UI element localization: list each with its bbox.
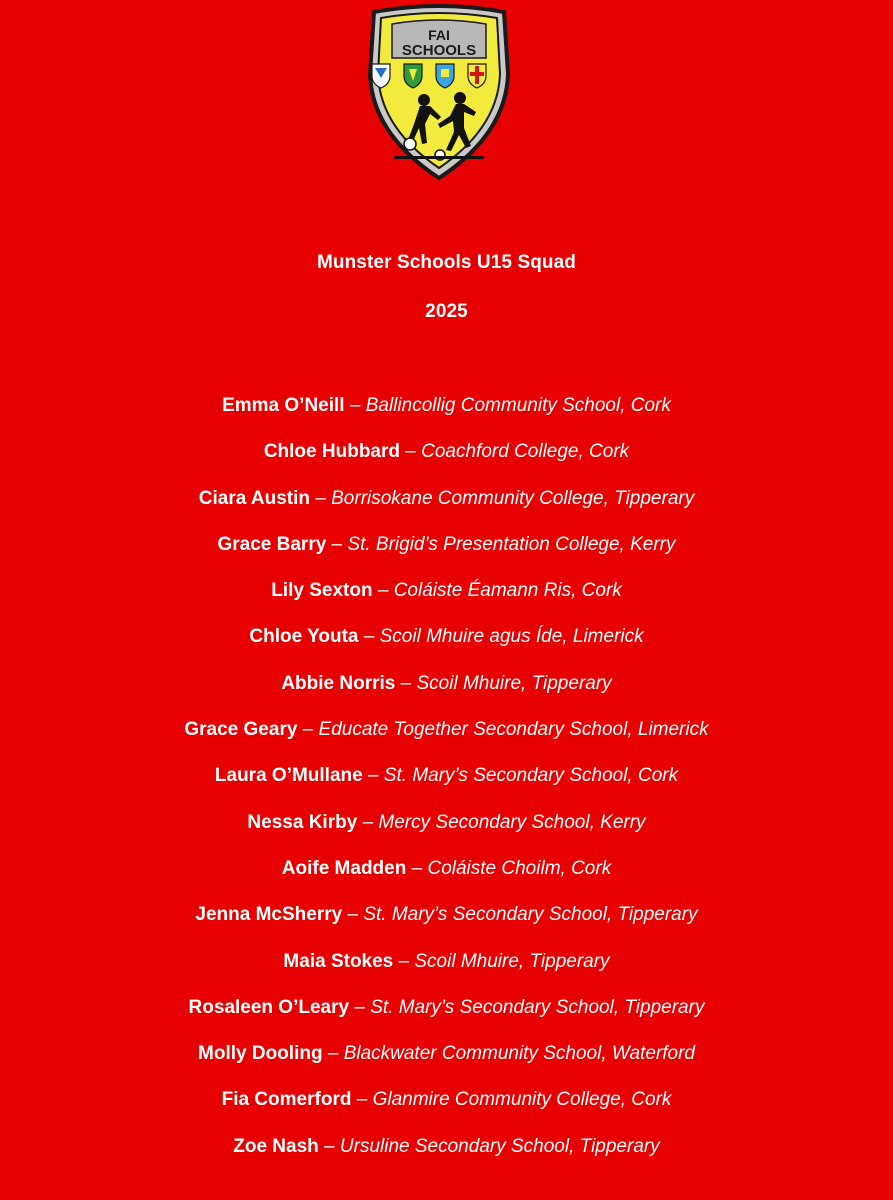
- logo-line2: SCHOOLS: [401, 42, 477, 59]
- player-school: Glanmire Community College, Cork: [372, 1089, 672, 1111]
- player-name: Maia Stokes: [283, 950, 394, 972]
- player-name: Grace Barry: [217, 533, 327, 555]
- player-school: Educate Together Secondary School, Limerick: [318, 719, 709, 741]
- player-name: Grace Geary: [184, 719, 298, 741]
- list-item: [0, 1088, 893, 1134]
- separator-dash: –: [358, 626, 380, 648]
- separator-dash: –: [349, 996, 371, 1018]
- list-item: [0, 903, 893, 949]
- list-item: [0, 394, 893, 440]
- list-item: [0, 857, 893, 903]
- player-school: St. Brigid’s Presentation College, Kerry: [347, 533, 676, 555]
- separator-dash: –: [297, 719, 319, 741]
- list-item: [0, 533, 893, 579]
- player-name: Lily Sexton: [271, 580, 373, 602]
- player-name: Nessa Kirby: [247, 811, 358, 833]
- separator-dash: –: [310, 487, 332, 509]
- player-name: Chloe Youta: [249, 626, 359, 648]
- list-item: [0, 672, 893, 718]
- player-school: Mercy Secondary School, Kerry: [378, 811, 646, 833]
- list-item: [0, 579, 893, 625]
- page-title: Munster Schools U15 Squad: [316, 252, 577, 273]
- list-item: [0, 625, 893, 671]
- separator-dash: –: [326, 533, 348, 555]
- list-item: [0, 1135, 893, 1181]
- separator-dash: –: [351, 1089, 373, 1111]
- separator-dash: –: [372, 580, 394, 602]
- player-name: Zoe Nash: [233, 1135, 319, 1157]
- player-school: Coachford College, Cork: [421, 441, 630, 463]
- fai-schools-logo: [364, 4, 514, 182]
- player-name: Jenna McSherry: [195, 904, 343, 926]
- player-school: Ursuline Secondary School, Tipperary: [339, 1135, 660, 1157]
- player-school: Borrisokane Community College, Tipperary: [331, 487, 695, 509]
- logo-line1: FAI: [428, 27, 450, 43]
- player-name: Fia Comerford: [221, 1089, 352, 1111]
- fai-schools-crest-icon: [364, 4, 514, 182]
- separator-dash: –: [393, 950, 415, 972]
- player-name: Molly Dooling: [198, 1043, 323, 1065]
- player-school: Coláiste Choilm, Cork: [427, 857, 612, 879]
- separator-dash: –: [406, 857, 428, 879]
- player-name: Emma O’Neill: [222, 395, 345, 416]
- player-school: Coláiste Éamann Ris, Cork: [393, 580, 622, 602]
- player-name: Rosaleen O’Leary: [188, 996, 350, 1018]
- player-school: Ballincollig Community School, Cork: [365, 395, 671, 416]
- separator-dash: –: [362, 765, 384, 787]
- separator-dash: –: [318, 1135, 340, 1157]
- player-school: Scoil Mhuire, Tipperary: [416, 672, 612, 694]
- separator-dash: –: [400, 441, 422, 463]
- separator-dash: –: [357, 811, 379, 833]
- separator-dash: –: [322, 1043, 344, 1065]
- player-school: Scoil Mhuire agus Íde, Limerick: [379, 626, 644, 648]
- player-school: St. Mary’s Secondary School, Tipperary: [363, 904, 698, 926]
- separator-dash: –: [344, 395, 366, 416]
- list-item: [0, 1042, 893, 1088]
- list-item: [0, 487, 893, 533]
- player-school: Blackwater Community School, Waterford: [343, 1043, 695, 1065]
- list-item: [0, 764, 893, 810]
- separator-dash: –: [395, 672, 417, 694]
- player-school: Scoil Mhuire, Tipperary: [414, 950, 610, 972]
- player-name: Abbie Norris: [281, 672, 396, 694]
- player-name: Chloe Hubbard: [263, 441, 400, 463]
- player-name: Ciara Austin: [198, 487, 310, 509]
- list-item: [0, 811, 893, 857]
- squad-list: [0, 394, 893, 1181]
- list-item: [0, 950, 893, 996]
- player-name: Laura O’Mullane: [214, 765, 363, 787]
- player-name: Aoife Madden: [281, 857, 407, 879]
- list-item: [0, 440, 893, 486]
- player-school: St. Mary’s Secondary School, Tipperary: [370, 996, 705, 1018]
- separator-dash: –: [342, 904, 364, 926]
- list-item: [0, 718, 893, 764]
- player-school: St. Mary’s Secondary School, Cork: [383, 765, 679, 787]
- page-year: 2025: [425, 301, 468, 322]
- list-item: [0, 996, 893, 1042]
